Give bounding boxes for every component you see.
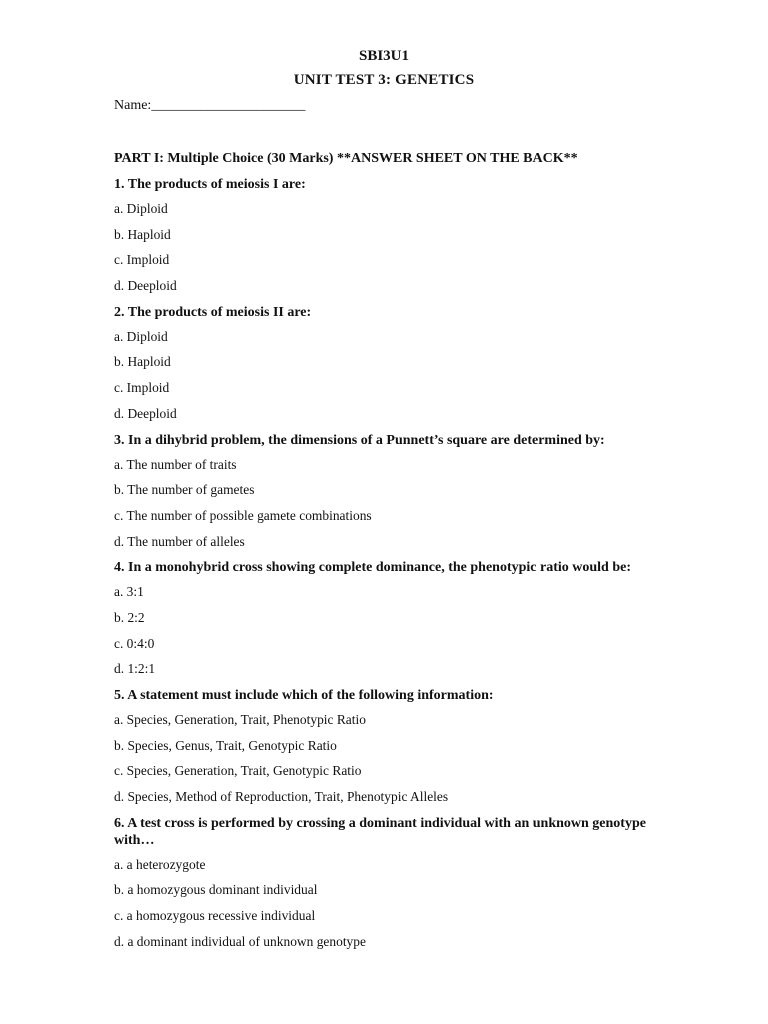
test-title: UNIT TEST 3: GENETICS xyxy=(293,72,475,88)
question-block-3 xyxy=(114,432,654,560)
question-block-1 xyxy=(114,176,654,304)
question-block-5 xyxy=(114,687,654,815)
answer-option: d. Deeploid xyxy=(114,406,177,422)
question-text: 2. The products of meiosis II are: xyxy=(114,304,312,320)
answer-option: a. Diploid xyxy=(114,329,168,345)
question-text: 4. In a monohybrid cross showing complete dominance, the phenotypic ratio would be: xyxy=(114,560,632,576)
answer-option: d. a dominant individual of unknown genotype xyxy=(114,934,366,950)
answer-option: b. 2:2 xyxy=(114,610,145,626)
answer-option: d. Deeploid xyxy=(114,279,177,295)
answer-option: b. Species, Genus, Trait, Genotypic Ratio xyxy=(114,738,337,754)
course-code: SBI3U1 xyxy=(358,48,410,64)
question-text: 3. In a dihybrid problem, the dimensions of a Punnett’s square are determined by: xyxy=(114,432,605,448)
answer-option: c. Imploid xyxy=(114,253,170,269)
answer-option: a. The number of traits xyxy=(114,457,237,473)
multiple-choice-section xyxy=(114,150,654,960)
question-text: 1. The products of meiosis I are: xyxy=(114,177,306,192)
answer-option: d. The number of alleles xyxy=(114,534,245,550)
answer-option: d. 1:2:1 xyxy=(114,662,156,678)
answer-option: b. Haploid xyxy=(114,355,171,371)
question-block-4 xyxy=(114,559,654,687)
answer-option: a. 3:1 xyxy=(114,585,144,601)
answer-option: c. a homozygous recessive individual xyxy=(114,909,316,925)
answer-option: b. The number of gametes xyxy=(114,483,255,499)
question-block-6 xyxy=(114,815,654,960)
answer-option: c. Imploid xyxy=(114,381,170,397)
question-text: 5. A statement must include which of the following information: xyxy=(114,688,494,703)
question-text: 6. A test cross is performed by crossing a dominant individual with an unknown genotype with… xyxy=(114,815,646,848)
answer-option: c. The number of possible gamete combinations xyxy=(114,508,372,524)
answer-option: b. Haploid xyxy=(114,227,171,243)
answer-option: c. 0:4:0 xyxy=(114,636,155,652)
question-block-2 xyxy=(114,304,654,432)
answer-option: d. Species, Method of Reproduction, Trait, Phenotypic Alleles xyxy=(114,790,449,806)
name-field-label: Name:______________________ xyxy=(114,98,306,113)
answer-option: a. a heterozygote xyxy=(114,857,206,873)
answer-option: c. Species, Generation, Trait, Genotypic Ratio xyxy=(114,764,362,780)
answer-option: a. Diploid xyxy=(114,202,168,217)
answer-option: a. Species, Generation, Trait, Phenotypic Ratio xyxy=(114,713,366,728)
answer-option: b. a homozygous dominant individual xyxy=(114,883,318,899)
part-heading: PART I: Multiple Choice (30 Marks) **ANSWER SHEET ON THE BACK** xyxy=(114,151,578,166)
